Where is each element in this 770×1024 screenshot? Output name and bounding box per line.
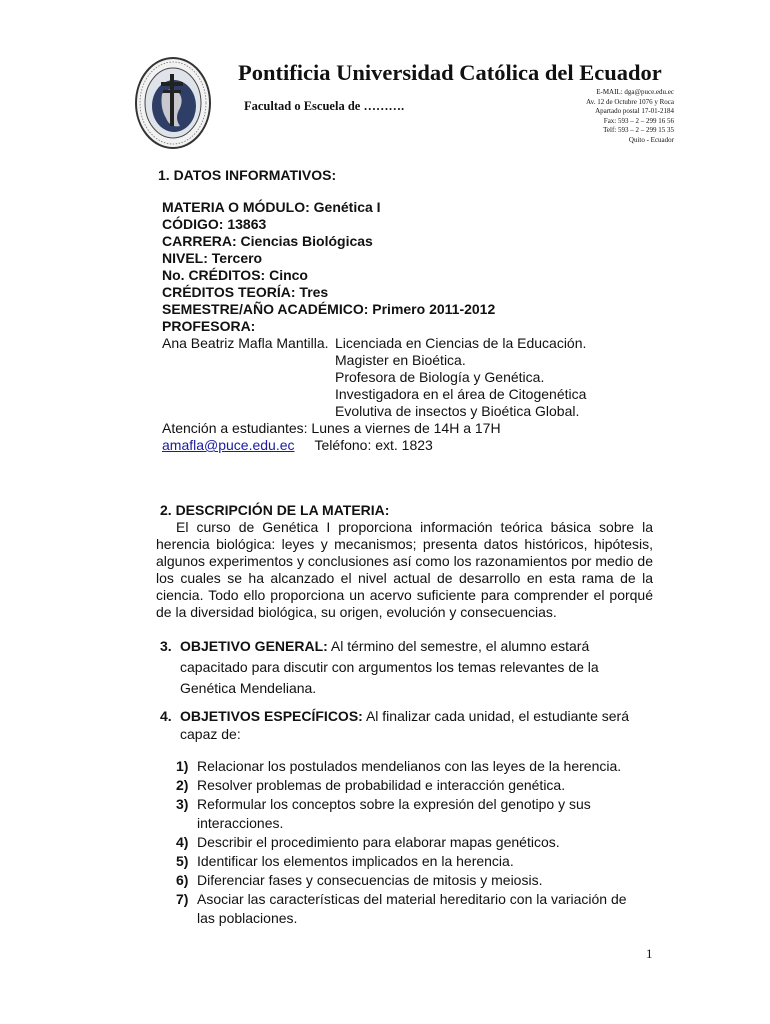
page-number: 1 [646, 946, 653, 961]
section-4-number: 4. [160, 708, 172, 724]
contact-block [586, 88, 674, 146]
course-description [156, 519, 653, 622]
university-seal-logo [134, 56, 212, 150]
field-codigo: CÓDIGO: 13863 [162, 216, 267, 232]
course-info-fields [162, 199, 495, 335]
objectives-list [176, 757, 646, 928]
list-item [176, 757, 646, 776]
item-number: 4) [176, 834, 189, 850]
list-item [176, 795, 646, 833]
item-text: Resolver problemas de probabilidad e interacción genética. [197, 777, 566, 793]
professor-name: Ana Beatriz Mafla Mantilla. [162, 335, 329, 351]
field-profesora: PROFESORA: [162, 318, 256, 334]
section-4-specific-objectives [160, 707, 630, 743]
field-semestre: SEMESTRE/AÑO ACADÉMICO: Primero 2011-2012 [162, 301, 496, 317]
description-paragraph: El curso de Genética I proporciona información teórica básica sobre la herencia biológica: leyes y mecanismos; presenta datos históricos, hipótesis, algunos experimentos y conclusiones así como los razonamientos por medio de los cuales se ha alcanzado el nivel actual de desarrollo en esta rama de la ciencia. Todo ello proporciona un acervo suficiente para comprender el porqué de la diversidad biológica, su origen, evolución y consecuencias. [156, 519, 653, 621]
qualification: Investigadora en el área de Citogenética [335, 386, 587, 402]
list-item [176, 852, 646, 871]
qualification: Profesora de Biología y Genética. [335, 369, 545, 385]
item-text: Asociar las características del material hereditario con la variación de las poblaciones. [197, 891, 627, 926]
section-3-general-objective [160, 636, 630, 699]
list-item [176, 833, 646, 852]
contact-email: E-MAIL: dga@puce.edu.ec [596, 88, 674, 96]
section-4-title: OBJETIVOS ESPECÍFICOS: [180, 708, 363, 724]
contact-city: Quito - Ecuador [628, 135, 674, 144]
qualification: Licenciada en Ciencias de la Educación. [335, 335, 587, 351]
item-number: 3) [176, 796, 189, 812]
field-creditos: No. CRÉDITOS: Cinco [162, 267, 308, 283]
section-3-text: Al término del semestre, el alumno estará capacitado para discutir con argumentos los temas relevantes de la Genética Mendeliana. [180, 638, 599, 696]
section-2-title: 2. DESCRIPCIÓN DE LA MATERIA: [160, 502, 390, 518]
item-number: 1) [176, 758, 189, 774]
list-item [176, 776, 646, 795]
item-number: 5) [176, 853, 189, 869]
contact-phone: Telf: 593 – 2 – 299 15 35 [603, 126, 674, 135]
contact-address: Av. 12 de Octubre 1076 y Roca [586, 97, 674, 106]
field-carrera: CARRERA: Ciencias Biológicas [162, 233, 373, 249]
contact-postal: Apartado postal 17-01-2184 [595, 107, 674, 116]
faculty-line: Facultad o Escuela de ………. [244, 99, 405, 113]
section-4-text: Al finalizar cada unidad, el estudiante será capaz de: [180, 708, 629, 742]
section-3-number: 3. [160, 638, 172, 654]
email-link[interactable]: amafla@puce.edu.ec [162, 437, 295, 453]
qualification: Magister en Bioética. [335, 352, 466, 368]
professor-qualifications [335, 335, 586, 420]
item-text: Diferenciar fases y consecuencias de mitosis y meiosis. [197, 872, 543, 888]
item-text: Relacionar los postulados mendelianos con las leyes de la herencia. [197, 758, 622, 774]
phone-extension: Teléfono: ext. 1823 [314, 437, 433, 453]
field-materia: MATERIA O MÓDULO: Genética I [162, 199, 381, 215]
university-title: Pontificia Universidad Católica del Ecuador [238, 60, 662, 85]
item-number: 2) [176, 777, 189, 793]
section-1-title: 1. DATOS INFORMATIVOS: [158, 167, 337, 183]
qualification: Evolutiva de insectos y Bioética Global. [335, 403, 580, 419]
item-number: 6) [176, 872, 189, 888]
field-nivel: NIVEL: Tercero [162, 250, 263, 266]
item-number: 7) [176, 891, 189, 907]
attention-hours: Atención a estudiantes: Lunes a viernes de 14H a 17H [162, 420, 501, 436]
section-3-title: OBJETIVO GENERAL: [180, 638, 328, 654]
field-creditos-teoria: CRÉDITOS TEORÍA: Tres [162, 284, 329, 300]
list-item [176, 890, 646, 928]
list-item [176, 871, 646, 890]
contact-fax: Fax: 593 – 2 – 299 16 56 [603, 116, 674, 125]
contact-line [162, 437, 433, 453]
item-text: Reformular los conceptos sobre la expresión del genotipo y sus interacciones. [197, 796, 591, 831]
item-text: Identificar los elementos implicados en la herencia. [197, 853, 514, 869]
item-text: Describir el procedimiento para elaborar mapas genéticos. [197, 834, 560, 850]
